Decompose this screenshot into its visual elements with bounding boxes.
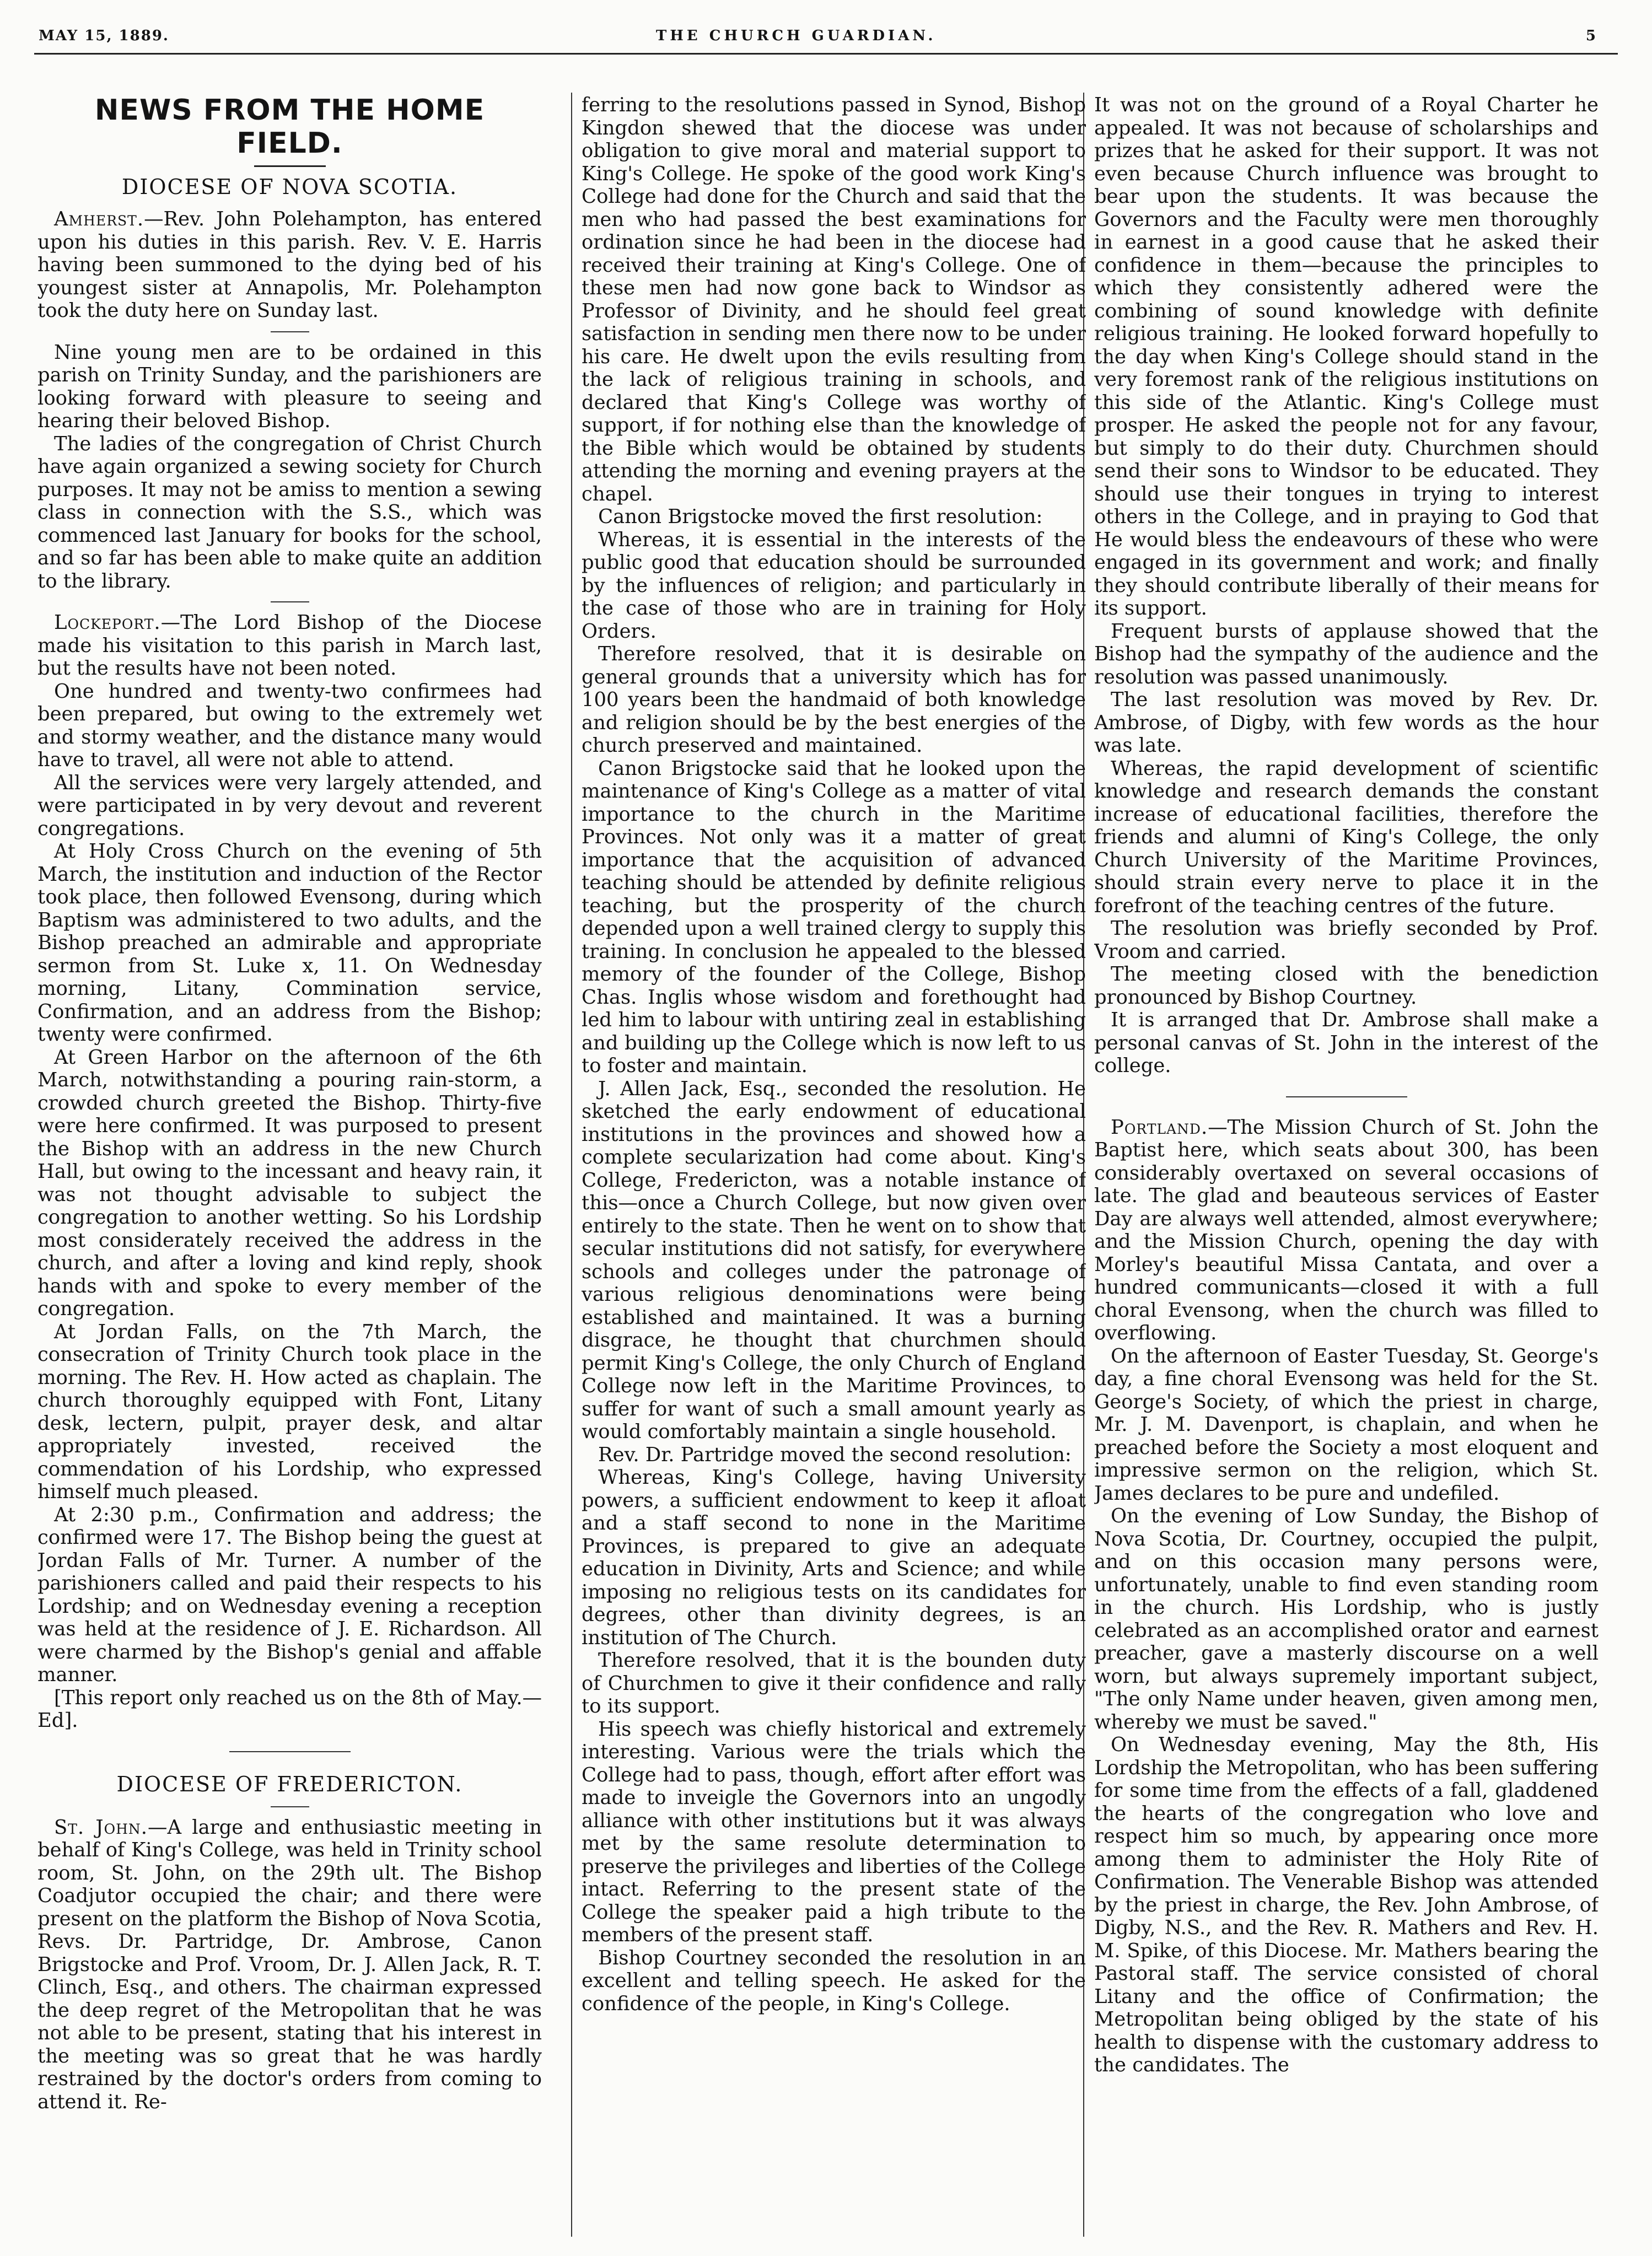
paragraph: At 2:30 p.m., Confirmation and address; the confirmed were 17. The Bishop being the guest at Jordan Falls of Mr. Turner. A number of the parishioners called and paid their respects to his Lordship; and on Wednesday evening a reception was held at the residence of J. E. Richardson. All were charmed by the Bishop's genial and affable manner.	[37, 1503, 542, 1686]
column-1	[37, 94, 542, 2232]
article-amherst: Amherst.—Rev. John Polehampton, has entered upon his duties in this parish. Rev. V. E. Harris having been summoned to the dying bed of his youngest sister at Annapolis, Mr. Polehampton took the duty here on Sunday last.	[37, 208, 542, 322]
column-rule-1	[571, 93, 572, 2237]
article-portland: Portland.—The Mission Church of St. John the Baptist here, which seats about 300, has been considerably overtaxed on several occasions of late. The glad and beauteous services of Easter Day are always well attended, almost everywhere; and the Mission Church, opening the day with Morley's beautiful Missa Cantata, and over a hundred communicants—closed it with a full choral Evensong, when the church was filled to overflowing.	[1094, 1116, 1599, 1344]
paragraph: It is arranged that Dr. Ambrose shall make a personal canvas of St. John in the interest of the college.	[1094, 1009, 1599, 1077]
diocese-heading-nova-scotia: DIOCESE OF NOVA SCOTIA.	[121, 175, 458, 199]
paragraph: At Green Harbor on the afternoon of the 6th March, notwithstanding a pouring rain-storm, a crowded church greeted the Bishop. Thirty-five were here confirmed. It was purposed to present the Bishop with an address in the new Church Hall, but owing to the incessant and heavy rain, it was not thought advisable to subject the congregation to another wetting. So his Lordship most considerately received the address in the church, and after a loving and kind reply, shook hands with and spoke to every member of the congregation.	[37, 1046, 542, 1320]
paragraph: On the evening of Low Sunday, the Bishop of Nova Scotia, Dr. Courtney, occupied the pulpit, and on this occasion many persons were, unfortunately, unable to find even standing room in the church. His Lordship, who is justly celebrated as an accomplished orator and earnest preacher, gave a masterly discourse on a well worn, but always supremely important subject, "The only Name under heaven, given among men, whereby we must be saved."	[1094, 1505, 1599, 1733]
paragraph: The meeting closed with the benediction pronounced by Bishop Courtney.	[1094, 963, 1599, 1009]
resolution: Whereas, King's College, having University powers, a sufficient endowment to keep it afloat and a staff second to none in the Maritime Provinces, is prepared to give an adequate education in Divinity, Arts and Science; and while imposing no religious tests on its candidates for degrees, other than divinity degrees, is an institution of The Church.	[582, 1466, 1086, 1649]
article-lockeport: Lockeport.—The Lord Bishop of the Diocese made his visitation to this parish in March last, but the results have not been noted.	[37, 611, 542, 680]
title-rule	[254, 165, 326, 167]
paragraph: All the services were very largely attended, and were participated in by very devout and reverent congregations.	[37, 771, 542, 840]
place-name: St. John.	[54, 1816, 148, 1839]
page-number: 5	[1585, 28, 1597, 44]
paragraph: At Holy Cross Church on the evening of 5th March, the institution and induction of the Rector took place, then followed Evensong, during which Baptism was administered to two adults, and the Bishop preached an admirable and appropriate sermon from St. Luke x, 11. On Wednesday morning, Litany, Commination service, Confirmation, and an address from the Bishop; twenty were confirmed.	[37, 840, 542, 1046]
place-name: Lockeport.	[54, 611, 161, 634]
editor-note: [This report only reached us on the 8th of May.—Ed].	[37, 1686, 542, 1732]
place-name: Portland.	[1111, 1116, 1208, 1139]
paragraph: ferring to the resolutions passed in Synod, Bishop Kingdon shewed that the diocese was under obligation to give moral and material support to King's College. He spoke of the good work King's College had done for the Church and said that the men who had passed the best examinations for ordination since he had been in the diocese had received their training at King's College. One of these men had now gone back to Windsor as Professor of Divinity, and he should feel great satisfaction in sending men there now to be under his care. He dwelt upon the evils resulting from the lack of religious training in schools, and declared that King's College was worthy of support, if for nothing else than the knowledge of the Bible which would be obtained by students attending the morning and evening prayers at the chapel.	[582, 94, 1086, 505]
section-separator	[229, 1751, 351, 1752]
article-st-john: St. John.—A large and enthusiastic meeting in behalf of King's College, was held in Trinity school room, St. John, on the 29th ult. The Bishop Coadjutor occupied the chair; and there were present on the platform the Bishop of Nova Scotia, Revs. Dr. Partridge, Dr. Ambrose, Canon Brigstocke and Prof. Vroom, Dr. J. Allen Jack, R. T. Clinch, Esq., and others. The chairman expressed the deep regret of the Metropolitan that he was not able to be present, stating that his interest in the meeting was so great that he was hardly restrained by the doctor's orders from coming to attend it. Re-	[37, 1816, 542, 2113]
paragraph: On the afternoon of Easter Tuesday, St. George's day, a fine choral Evensong was held for the St. George's Society, of which the priest in charge, Mr. J. M. Davenport, is chaplain, and when he preached before the Society a most eloquent and impressive sermon on the religion, which St. James declares to be pure and undefiled.	[1094, 1344, 1599, 1505]
paragraph: The last resolution was moved by Rev. Dr. Ambrose, of Digby, with few words as the hour was late.	[1094, 688, 1599, 757]
paragraph: Canon Brigstocke said that he looked upon the maintenance of King's College as a matter of vital importance to the church in the Maritime Provinces. Not only was it a matter of great importance that the acquisition of advanced teaching should be attended by definite religious teaching, but the prosperity of the church depended upon a well trained clergy to supply this training. In conclusion he appealed to the blessed memory of the founder of the College, Bishop Chas. Inglis whose wisdom and forethought had led him to labour with untiring zeal in establishing and building up the College which is now left to us to foster and maintain.	[582, 757, 1086, 1077]
masthead	[39, 28, 1613, 50]
paragraph: J. Allen Jack, Esq., seconded the resolution. He sketched the early endowment of educational institutions in the provinces and showed how a complete secularization had come about. King's College, Fredericton, was a notable instance of this—once a Church College, but now given over entirely to the state. Then he went on to show that secular institutions did not satisfy, for everywhere schools and colleges under the patronage of various religious denominations were being established and maintained. It was a burning disgrace, he thought that churchmen should permit King's College, the only Church of England College now left in the Maritime Provinces, to suffer for want of such a small amount yearly as would comfortably maintain a single household.	[582, 1077, 1086, 1443]
resolution: Whereas, it is essential in the interests of the public good that education should be surrounded by the influences of religion; and particularly in the case of those who are in training for Holy Orders.	[582, 528, 1086, 643]
section-separator	[1286, 1096, 1407, 1097]
resolution: Therefore resolved, that it is desirable on general grounds that a university which has for 100 years been the handmaid of both knowledge and religion should be by the best energies of the church preserved and maintained.	[582, 643, 1086, 757]
paragraph: Rev. Dr. Partridge moved the second resolution:	[598, 1443, 1072, 1466]
paragraph: His speech was chiefly historical and extremely interesting. Various were the trials which the College had to pass, though, effort after effort was made to inveigle the Governors into an ungodly alliance with other institutions but it was always met by the same resolute determination to preserve the privileges and liberties of the College intact. Referring to the present state of the College the speaker paid a high tribute to the members of the present staff.	[582, 1717, 1086, 1946]
place-name: Amherst.	[54, 208, 144, 230]
paragraph: It was not on the ground of a Royal Charter he appealed. It was not because of scholarships and prizes that he asked for their support. It was not even because Church influence was brought to bear upon the students. It was because the Governors and the Faculty were men thoroughly in earnest in a good cause that he asked their confidence in them—because the principles to which they consistently adhered were the combining of sound knowledge with definite religious training. He looked forward hopefully to the day when King's College should stand in the very foremost rank of the religious institutions on this side of the Atlantic. King's College must prosper. He asked the people not for any favour, but simply to do their duty. Churchmen should send their sons to Windsor to be educated. They should use their tongues in trying to interest others in the College, and in praying to God that He would bless the endeavours of these who were engaged in its government and work; and finally they should contribute liberally of their means for its support.	[1094, 94, 1599, 620]
top-rule	[34, 53, 1618, 55]
paragraph: One hundred and twenty-two confirmees had been prepared, but owing to the extremely wet and stormy weather, and the distance many would have to travel, all were not able to attend.	[37, 680, 542, 771]
column-3	[1094, 94, 1599, 2232]
paragraph: The ladies of the congregation of Christ Church have again organized a sewing society for Church purposes. It may not be amiss to mention a sewing class in connection with the S.S., which was commenced last January for books for the school, and so far has been able to make quite an addition to the library.	[37, 432, 542, 593]
paragraph: The resolution was briefly seconded by Prof. Vroom and carried.	[1094, 917, 1599, 963]
resolution: Whereas, the rapid development of scientific knowledge and research demands the constant increase of educational facilities, therefore the friends and alumni of King's College, the only Church University of the Maritime Provinces, should strain every nerve to place it in the forefront of the teaching centres of the future.	[1094, 757, 1599, 917]
paragraph: Frequent bursts of applause showed that the Bishop had the sympathy of the audience and the resolution was passed unanimously.	[1094, 620, 1599, 688]
column-2	[582, 94, 1086, 2232]
paragraph-rule	[271, 331, 309, 332]
section-title: NEWS FROM THE HOME FIELD.	[94, 94, 485, 160]
paragraph: On Wednesday evening, May the 8th, His Lordship the Metropolitan, who has been suffering for some time from the effects of a fall, gladdened the hearts of the congregation who love and respect him so much, by appearing once more among them to administer the Holy Rite of Confirmation. The Venerable Bishop was attended by the priest in charge, the Rev. John Ambrose, of Digby, N.S., and the Rev. R. Mathers and Rev. H. M. Spike, of this Diocese. Mr. Mathers bearing the Pastoral staff. The service consisted of choral Litany and the office of Confirmation; the Metropolitan being obliged by the state of his health to dispense with the customary address to the candidates. The	[1094, 1733, 1599, 2076]
issue-date: MAY 15, 1889.	[39, 28, 169, 44]
paragraph: At Jordan Falls, on the 7th March, the consecration of Trinity Church took place in the morning. The Rev. H. How acted as chaplain. The church thoroughly equipped with Font, Litany desk, lectern, pulpit, prayer desk, and altar appropriately invested, received the commendation of his Lordship, who expressed himself much pleased.	[37, 1320, 542, 1503]
paragraph-rule	[271, 1806, 309, 1807]
paragraph: Bishop Courtney seconded the resolution in an excellent and telling speech. He asked for the confidence of the people, in King's College.	[582, 1946, 1086, 2015]
newspaper-title: THE CHURCH GUARDIAN.	[656, 28, 937, 44]
paragraph: Canon Brigstocke moved the first resolution:	[598, 505, 1043, 528]
resolution: Therefore resolved, that it is the bounden duty of Churchmen to give it their confidence and rally to its support.	[582, 1649, 1086, 1717]
paragraph-rule	[271, 601, 309, 602]
diocese-heading-fredericton: DIOCESE OF FREDERICTON.	[116, 1772, 463, 1796]
paragraph: Nine young men are to be ordained in this parish on Trinity Sunday, and the parishioners are looking forward with pleasure to seeing and hearing their beloved Bishop.	[37, 341, 542, 432]
